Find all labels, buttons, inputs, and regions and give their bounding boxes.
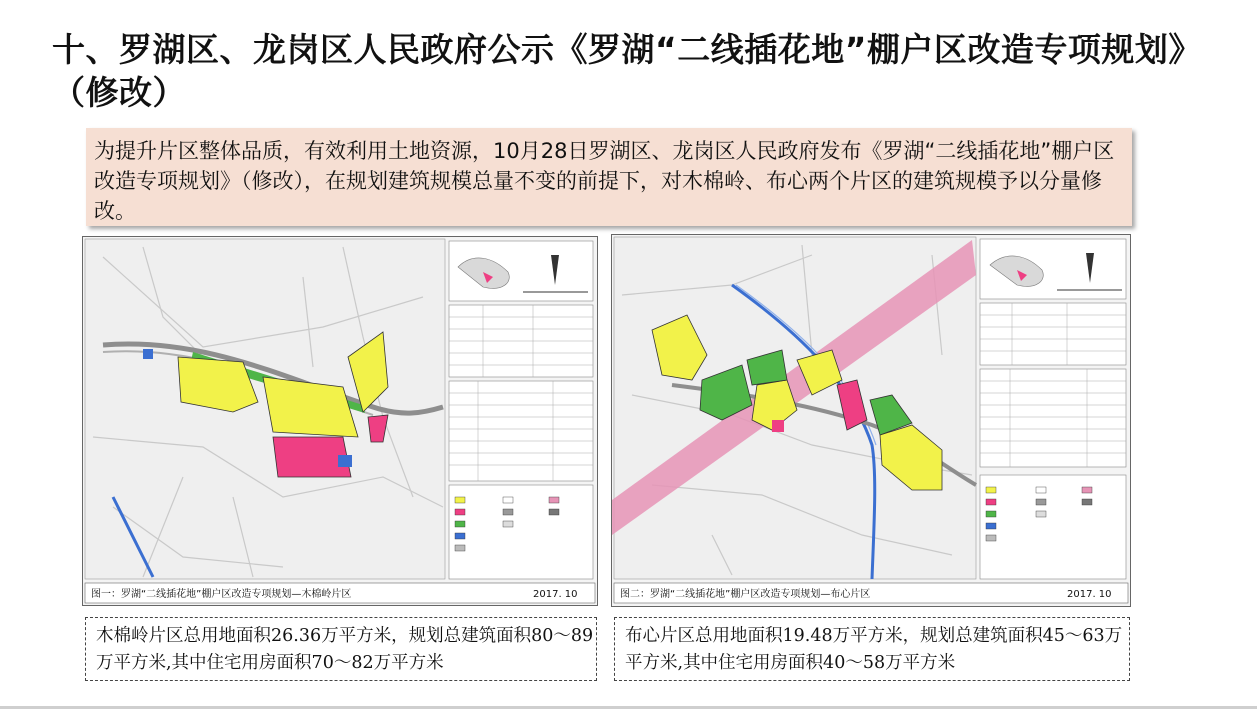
map-buxin-drawing xyxy=(612,235,1130,606)
intro-box xyxy=(86,128,1132,226)
intro-text: 为提升片区整体品质，有效利用土地资源，10月28日罗湖区、龙岗区人民政府发布《罗湖“二线插花地”棚户区改造专项规划》（修改），在规划建筑规模总量不变的前提下，对木棉岭、布心两个片区的建筑规模予以分量修改。 xyxy=(94,139,1115,223)
slide-title: 十、罗湖区、龙岗区人民政府公示《罗湖“二线插花地”棚户区改造专项规划》（修改） xyxy=(52,30,1202,112)
map-mumianling-year: 2017. 10 xyxy=(533,589,578,600)
stat-box-buxin xyxy=(614,617,1130,681)
map-buxin xyxy=(611,234,1131,607)
stat-box-mumianling xyxy=(85,617,597,681)
map-mumianling xyxy=(82,236,598,606)
map-buxin-year: 2017. 10 xyxy=(1067,589,1112,600)
stat-text-buxin: 布心片区总用地面积19.48万平方米，规划总建筑面积45～63万平方米,其中住宅用房面积40～58万平方米 xyxy=(625,626,1123,673)
map-mumianling-drawing xyxy=(83,237,597,605)
stat-text-mumianling: 木棉岭片区总用地面积26.36万平方米，规划总建筑面积80～89万平方米,其中住宅用房面积70～82万平方米 xyxy=(96,626,594,673)
map-mumianling-caption: 图一：罗湖“二线插花地”棚户区改造专项规划—木棉岭片区 xyxy=(91,589,352,600)
map-buxin-caption: 图二：罗湖“二线插花地”棚户区改造专项规划—布心片区 xyxy=(620,589,871,600)
